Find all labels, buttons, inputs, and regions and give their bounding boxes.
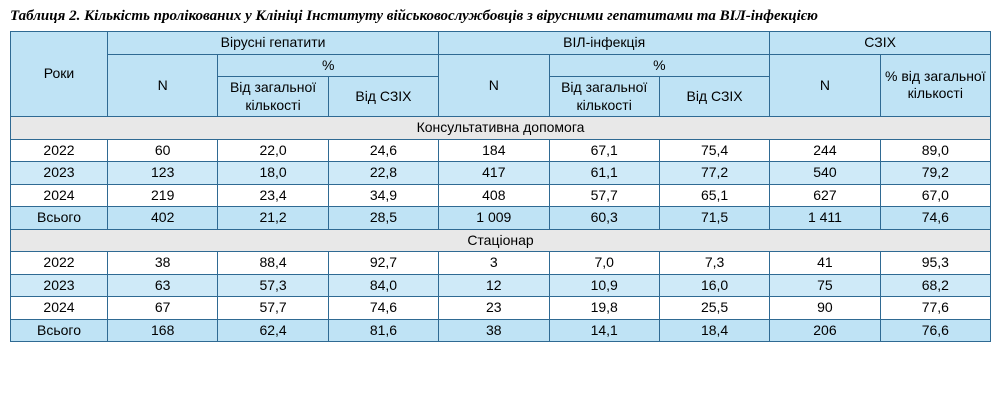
header-group-viral-hepatitis: Вірусні гепатити (108, 32, 439, 55)
cell-vg-szih: 34,9 (328, 184, 438, 207)
table-row (11, 274, 991, 297)
cell-year: 2022 (11, 252, 108, 275)
table-row-total (11, 207, 991, 230)
header-years: Роки (11, 32, 108, 117)
cell-year: 2023 (11, 162, 108, 185)
cell-vg-n: 402 (108, 207, 218, 230)
cell-hiv-n: 12 (439, 274, 549, 297)
cell-vg-n: 60 (108, 139, 218, 162)
cell-hiv-n: 408 (439, 184, 549, 207)
section-header-row (11, 229, 991, 252)
cell-hiv-total: 19,8 (549, 297, 659, 320)
cell-vg-n: 67 (108, 297, 218, 320)
header-vg-percent: % (218, 54, 439, 77)
cell-szih-n: 540 (770, 162, 880, 185)
header-row-2 (11, 54, 991, 77)
data-table (10, 31, 991, 342)
cell-szih-n: 90 (770, 297, 880, 320)
table-body (11, 117, 991, 342)
cell-hiv-n: 23 (439, 297, 549, 320)
cell-year: Всього (11, 319, 108, 342)
cell-vg-n: 38 (108, 252, 218, 275)
cell-szih-pct: 77,6 (880, 297, 990, 320)
cell-szih-n: 75 (770, 274, 880, 297)
table-caption: Таблиця 2. Кількість пролікованих у Клініці Інституту військовослужбовців з вірусними гепатитами та ВІЛ-інфекцією (10, 8, 818, 24)
cell-year: 2024 (11, 184, 108, 207)
cell-vg-total: 62,4 (218, 319, 328, 342)
cell-szih-pct: 76,6 (880, 319, 990, 342)
cell-szih-n: 41 (770, 252, 880, 275)
cell-vg-total: 18,0 (218, 162, 328, 185)
cell-hiv-total: 61,1 (549, 162, 659, 185)
header-vg-of-szih: Від СЗІХ (328, 77, 438, 117)
cell-hiv-n: 38 (439, 319, 549, 342)
cell-hiv-szih: 65,1 (659, 184, 769, 207)
cell-hiv-total: 57,7 (549, 184, 659, 207)
cell-hiv-szih: 25,5 (659, 297, 769, 320)
table-row (11, 297, 991, 320)
cell-szih-pct: 67,0 (880, 184, 990, 207)
cell-vg-total: 23,4 (218, 184, 328, 207)
cell-hiv-total: 60,3 (549, 207, 659, 230)
cell-vg-szih: 24,6 (328, 139, 438, 162)
header-szih-n: N (770, 54, 880, 117)
table-row (11, 184, 991, 207)
table-row (11, 162, 991, 185)
cell-szih-n: 1 411 (770, 207, 880, 230)
cell-year: 2022 (11, 139, 108, 162)
header-vg-of-total: Від загальної кількості (218, 77, 328, 117)
cell-hiv-n: 417 (439, 162, 549, 185)
table-header (11, 32, 991, 117)
cell-vg-n: 168 (108, 319, 218, 342)
cell-hiv-total: 7,0 (549, 252, 659, 275)
cell-szih-n: 627 (770, 184, 880, 207)
header-vg-n: N (108, 54, 218, 117)
cell-szih-pct: 89,0 (880, 139, 990, 162)
section-title: Стаціонар (11, 229, 991, 252)
cell-year: Всього (11, 207, 108, 230)
cell-vg-szih: 28,5 (328, 207, 438, 230)
cell-vg-total: 88,4 (218, 252, 328, 275)
cell-hiv-n: 3 (439, 252, 549, 275)
header-hiv-of-total: Від загальної кількості (549, 77, 659, 117)
header-row-1 (11, 32, 991, 55)
cell-vg-szih: 92,7 (328, 252, 438, 275)
cell-vg-szih: 22,8 (328, 162, 438, 185)
header-group-szih: СЗІХ (770, 32, 991, 55)
cell-hiv-szih: 16,0 (659, 274, 769, 297)
cell-hiv-n: 184 (439, 139, 549, 162)
cell-hiv-szih: 75,4 (659, 139, 769, 162)
header-group-hiv: ВІЛ-інфекція (439, 32, 770, 55)
cell-szih-pct: 79,2 (880, 162, 990, 185)
cell-szih-pct: 68,2 (880, 274, 990, 297)
table-row (11, 139, 991, 162)
cell-vg-total: 57,7 (218, 297, 328, 320)
cell-hiv-szih: 7,3 (659, 252, 769, 275)
table-row (11, 252, 991, 275)
table-row-total (11, 319, 991, 342)
cell-hiv-total: 10,9 (549, 274, 659, 297)
cell-hiv-szih: 77,2 (659, 162, 769, 185)
cell-year: 2024 (11, 297, 108, 320)
header-hiv-percent: % (549, 54, 770, 77)
cell-vg-total: 22,0 (218, 139, 328, 162)
header-hiv-n: N (439, 54, 549, 117)
cell-hiv-total: 14,1 (549, 319, 659, 342)
cell-szih-n: 244 (770, 139, 880, 162)
cell-vg-n: 219 (108, 184, 218, 207)
cell-szih-pct: 95,3 (880, 252, 990, 275)
cell-vg-total: 57,3 (218, 274, 328, 297)
section-header-row (11, 117, 991, 140)
header-szih-percent-of-total: % від загальної кількості (880, 54, 990, 117)
cell-szih-pct: 74,6 (880, 207, 990, 230)
cell-vg-total: 21,2 (218, 207, 328, 230)
section-title: Консультативна допомога (11, 117, 991, 140)
cell-vg-szih: 74,6 (328, 297, 438, 320)
cell-hiv-szih: 71,5 (659, 207, 769, 230)
cell-szih-n: 206 (770, 319, 880, 342)
cell-vg-szih: 84,0 (328, 274, 438, 297)
cell-vg-szih: 81,6 (328, 319, 438, 342)
cell-year: 2023 (11, 274, 108, 297)
cell-hiv-n: 1 009 (439, 207, 549, 230)
cell-hiv-total: 67,1 (549, 139, 659, 162)
cell-hiv-szih: 18,4 (659, 319, 769, 342)
header-hiv-of-szih: Від СЗІХ (659, 77, 769, 117)
cell-vg-n: 63 (108, 274, 218, 297)
cell-vg-n: 123 (108, 162, 218, 185)
